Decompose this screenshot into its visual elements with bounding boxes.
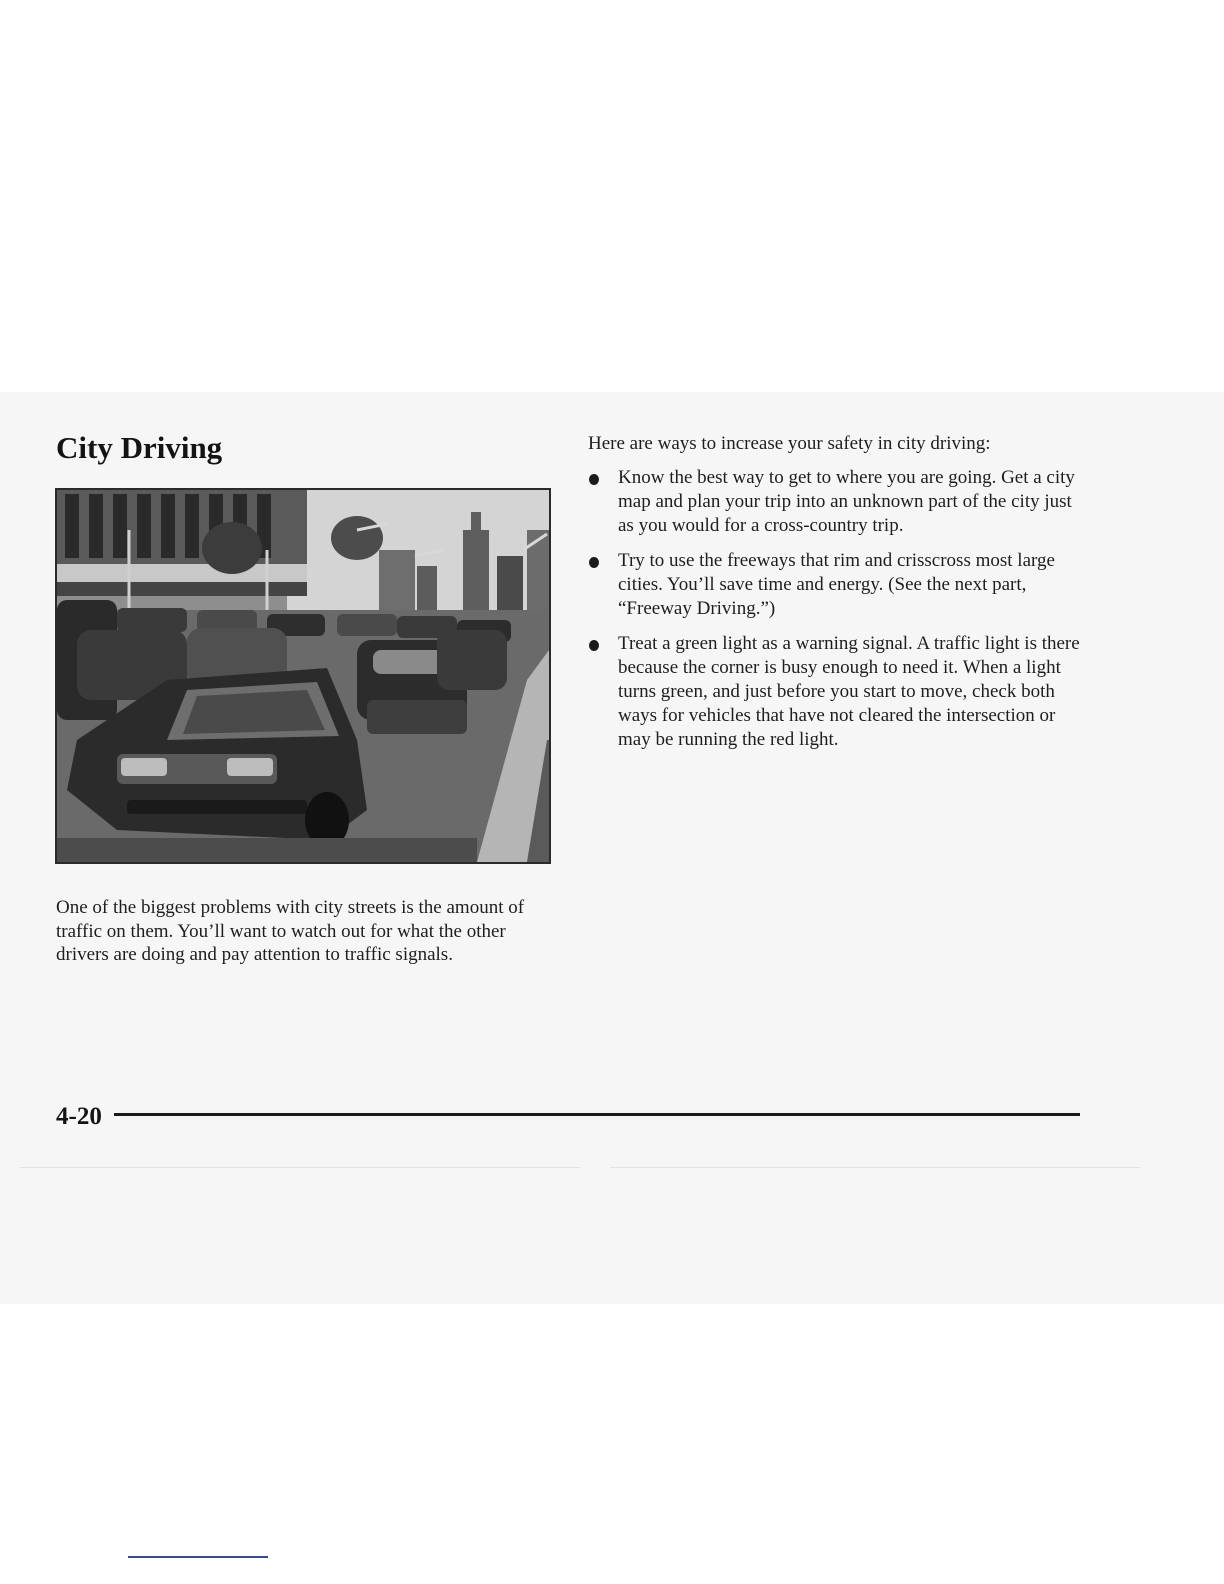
tips-lead: Here are ways to increase your safety in city driving:	[588, 433, 991, 454]
tip-text: Treat a green light as a warning signal. A traffic light is there because the corner is busy enough to need it. When a light turns green, and just before you start to move, check both ways for vehicles that have not cleared the intersection or may be running the red light.	[618, 633, 1080, 750]
tip-text: Try to use the freeways that rim and crisscross most large cities. You’ll save time and energy. (See the next part, “Freeway Driving.”)	[618, 550, 1055, 619]
tips-list	[588, 466, 1088, 763]
list-item	[588, 632, 1088, 752]
tip-text: Know the best way to get to where you are going. Get a city map and plan your trip into an unknown part of the city just as you would for a cross-country trip.	[618, 467, 1075, 536]
bullet-icon	[589, 640, 599, 651]
scan-artifact-line-right	[610, 1167, 1140, 1168]
scan-artifact-line-left	[20, 1167, 580, 1168]
bottom-mark	[128, 1556, 268, 1558]
bullet-icon	[589, 557, 599, 568]
list-item	[588, 466, 1088, 538]
list-item	[588, 549, 1088, 621]
section-title: City Driving	[56, 430, 223, 465]
bullet-icon	[589, 474, 599, 485]
footer-rule	[114, 1113, 1080, 1116]
intro-paragraph: One of the biggest problems with city streets is the amount of traffic on them. You’ll want to watch out for what the other drivers are doing and pay attention to traffic signals.	[56, 897, 525, 966]
page-number: 4-20	[56, 1103, 102, 1130]
city-traffic-photo	[55, 488, 551, 864]
